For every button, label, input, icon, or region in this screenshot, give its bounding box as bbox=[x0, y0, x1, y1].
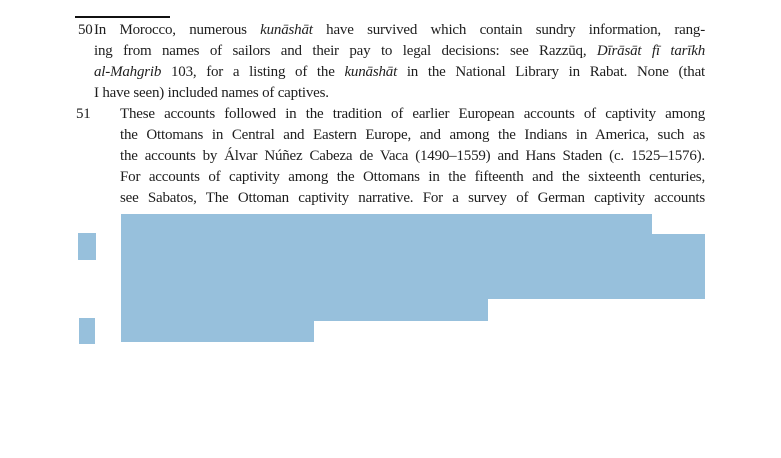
footnote-line: ing from names of sailors and their pay to legal decisions: see Razzūq, Dīrāsāt fī tarīkh bbox=[94, 43, 705, 59]
highlight-margin-marker-1 bbox=[78, 233, 96, 260]
footnote-line: For accounts of captivity among the Ottomans in the fifteenth and the sixteenth centuries, bbox=[120, 169, 705, 185]
footnote-number: 51 bbox=[76, 106, 91, 122]
footnote-line: al-Mahgrib 103, for a listing of the kunāshāt in the National Library in Rabat. None (that bbox=[94, 64, 705, 80]
highlight-text-line-3 bbox=[121, 320, 314, 342]
footnote-line: These accounts followed in the tradition of earlier European accounts of captivity among bbox=[120, 106, 705, 122]
highlight-text-line-1 bbox=[121, 214, 652, 235]
footnote-line: the accounts by Álvar Núñez Cabeza de Vaca (1490–1559) and Hans Staden (c. 1525–1576). bbox=[120, 148, 705, 164]
highlight-text-body bbox=[121, 234, 705, 299]
highlight-text-line-2 bbox=[121, 298, 488, 321]
footnote-number: 50 bbox=[78, 22, 93, 38]
footnote-line: the Ottomans in Central and Eastern Europe, and among the Indians in America, such as bbox=[120, 127, 705, 143]
footnote-line: I have seen) included names of captives. bbox=[94, 85, 329, 101]
footnote-line: In Morocco, numerous kunāshāt have survived which contain sundry information, rang- bbox=[94, 22, 705, 38]
highlight-margin-marker-2 bbox=[79, 318, 95, 344]
footnote-line: see Sabatos, The Ottoman captivity narrative. For a survey of German captivity accounts bbox=[120, 190, 705, 206]
